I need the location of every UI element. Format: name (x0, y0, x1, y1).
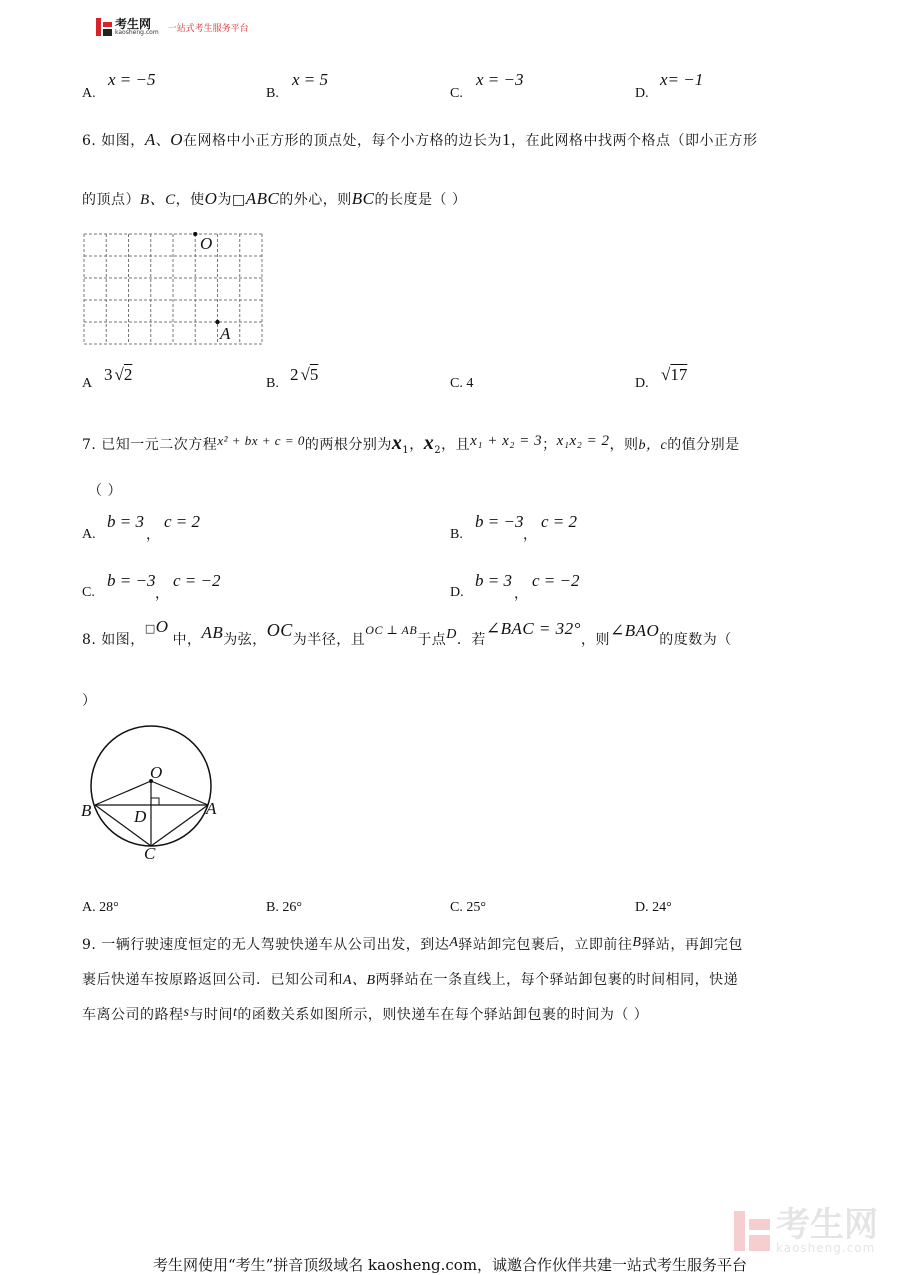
q8-fig-label-b: B (81, 801, 92, 820)
q9-line-1: 9. 一辆行驶速度恒定的无人驾驶快递车从公司出发，到达A驿站卸完包裹后，立即前往B驿站，再卸完包 (82, 935, 743, 953)
q5-option-a-math: x = −5 (108, 70, 156, 89)
q8-circle-figure (78, 718, 228, 868)
header-logo[interactable] (96, 18, 249, 36)
q7-option-d-math2: c = −2 (532, 571, 580, 590)
q6-option-a-math: 3 √2 (104, 365, 133, 384)
logo-slogan: 一站式考生服务平台 (167, 23, 249, 34)
q6-option-a-label: A (82, 376, 93, 391)
q7-option-a-math2: c = 2 (164, 512, 201, 531)
q7-option-b-label: B. (450, 527, 463, 542)
segment-ac (151, 805, 208, 846)
q9-line-2: 裹后快递车按原路返回公司．已知公司和A、B两驿站在一条直线上，每个驿站卸包裹的时间相同，快递 (82, 972, 739, 988)
q8-line-1: 8. 如图，□O中，AB为弦，OC为半径，且OC ⊥ AB于点D．若∠BAC = 32°，则∠BAO的度数为（ (82, 617, 732, 648)
q7-option-b-math2: c = 2 (541, 512, 578, 531)
q6-grid-figure (82, 232, 267, 350)
q8-fig-label-d: D (134, 807, 147, 826)
q5-option-c-math: x = −3 (476, 70, 524, 89)
logo-en-text: kaosheng.com (115, 29, 159, 36)
logo-mark-icon (96, 18, 112, 36)
q6-line-1: 6. 如图，A、O在网格中小正方形的顶点处，每个小方格的边长为1，在此网格中找两个格点（即小正方形 (82, 130, 758, 149)
grid-lines (84, 234, 262, 344)
segment-oa (151, 781, 208, 805)
q6-option-b-math: 2 √5 (290, 365, 319, 384)
watermark-logo (734, 1205, 878, 1255)
q8-option-b: B. 26° (266, 900, 302, 915)
q7-line-1: 7. 已知一元二次方程x² + bx + c = 0的两根分别为$x_1$，$x_2$，且x₁ + x₂ = 3；x₁x₂ = 2，则b，c的值分别是 (82, 432, 740, 456)
watermark-en: kaosheng.com (776, 1241, 876, 1255)
q5-option-a-label: A. (82, 86, 96, 101)
watermark-mark-icon (734, 1211, 770, 1251)
q8-fig-label-c: C (144, 844, 156, 863)
q8-option-a: A. 28° (82, 900, 119, 915)
q7-line-2: （ ） (88, 483, 122, 499)
q6-fig-label-o: O (200, 234, 213, 253)
q5-option-d-label: D. (635, 86, 649, 101)
q6-option-c: C. 4 (450, 376, 474, 391)
logo-cn-text: 考生网 (115, 17, 152, 31)
q5-option-b-math: x = 5 (292, 70, 329, 89)
q7-option-d-math: b = 3 (475, 571, 512, 590)
q7-option-d-label: D. (450, 585, 464, 600)
q7-option-b-math: b = −3 (475, 512, 524, 531)
q5-option-d-math: x= −1 (660, 70, 704, 89)
q8-fig-label-a: A (206, 799, 217, 818)
q6-line-2: 的顶点）B、C，使O为□ABC的外心，则BC的长度是（ ） (82, 189, 467, 208)
footer-text: 考生网使用“考生”拼音顶级域名 kaosheng.com，诚邀合作伙伴共建一站式考生服务平台 (152, 1256, 748, 1274)
q8-option-c: C. 25° (450, 900, 486, 915)
watermark-cn: 考生网 (776, 1205, 878, 1245)
q6-option-d-math: √17 (661, 365, 688, 384)
q6-fig-label-a: A (220, 324, 231, 343)
q6-option-d-label: D. (635, 376, 649, 391)
q5-option-c-label: C. (450, 86, 463, 101)
q8-fig-label-o: O (150, 763, 163, 782)
right-angle-mark (151, 798, 159, 805)
segment-ob (95, 781, 151, 805)
q7-option-c-math: b = −3 (107, 571, 156, 590)
q9-line-3: 车离公司的路程s与时间t的函数关系如图所示，则快递车在每个驿站卸包裹的时间为（ ） (82, 1005, 649, 1023)
q8-line-2: ） (82, 693, 97, 709)
q7-option-a-math: b = 3 (107, 512, 144, 531)
q7-option-c-math2: c = −2 (173, 571, 221, 590)
q7-option-a-label: A. (82, 527, 96, 542)
q5-option-b-label: B. (266, 86, 279, 101)
point-o-dot (193, 232, 197, 236)
q7-option-c-label: C. (82, 585, 95, 600)
q8-option-d: D. 24° (635, 900, 672, 915)
q6-option-b-label: B. (266, 376, 279, 391)
